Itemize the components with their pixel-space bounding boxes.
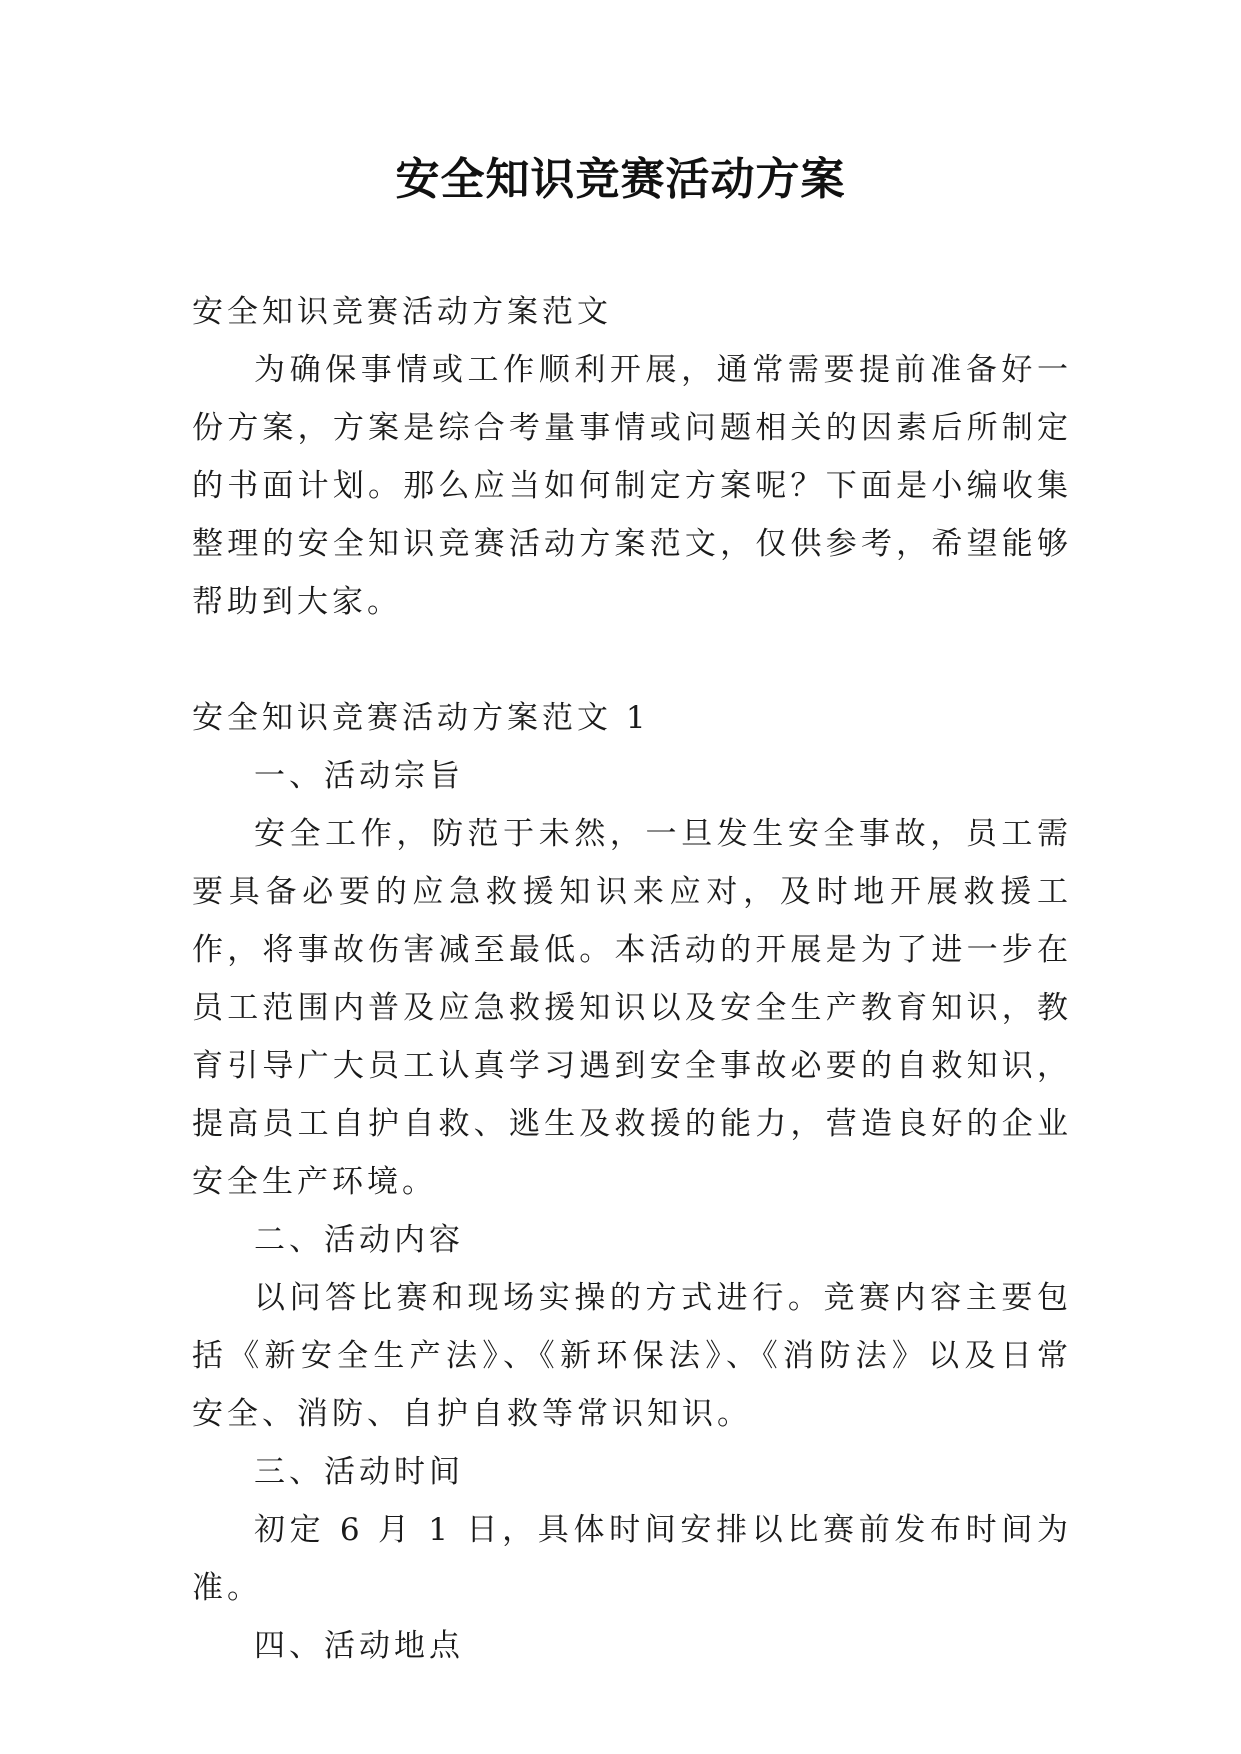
- paragraph-time: 初定 6 月 1 日，具体时间安排以比赛前发布时间为准。: [192, 1512, 1072, 1606]
- heading-location: 四、活动地点: [254, 1628, 464, 1664]
- paragraph-purpose: 安全工作，防范于未然，一旦发生安全事故，员工需要具备必要的应急救援知识来应对，及时地开展救援工作，将事故伤害减至最低。本活动的开展是为了进一步在员工范围内普及应急救援知识以及安全生产教育知识，教育引导广大员工认真学习遇到安全事故必要的自救知识，提高员工自护自救、逃生及救援的能力，营造良好的企业安全生产环境。: [192, 816, 1072, 1200]
- intro-paragraph: 为确保事情或工作顺利开展，通常需要提前准备好一份方案，方案是综合考量事情或问题相关的因素后所制定的书面计划。那么应当如何制定方案呢？下面是小编收集整理的安全知识竞赛活动方案范文，仅供参考，希望能够帮助到大家。: [192, 352, 1072, 620]
- document-title: 安全知识竞赛活动方案: [395, 154, 846, 205]
- subtitle: 安全知识竞赛活动方案范文: [192, 294, 612, 330]
- heading-content: 二、活动内容: [254, 1222, 464, 1258]
- heading-time: 三、活动时间: [254, 1454, 464, 1490]
- heading-purpose: 一、活动宗旨: [254, 758, 464, 794]
- document-body: [192, 283, 1072, 1675]
- section-title: 安全知识竞赛活动方案范文 1: [192, 700, 650, 736]
- paragraph-content: 以问答比赛和现场实操的方式进行。竞赛内容主要包括《新安全生产法》、《新环保法》、《消防法》以及日常安全、消防、自护自救等常识知识。: [192, 1280, 1072, 1432]
